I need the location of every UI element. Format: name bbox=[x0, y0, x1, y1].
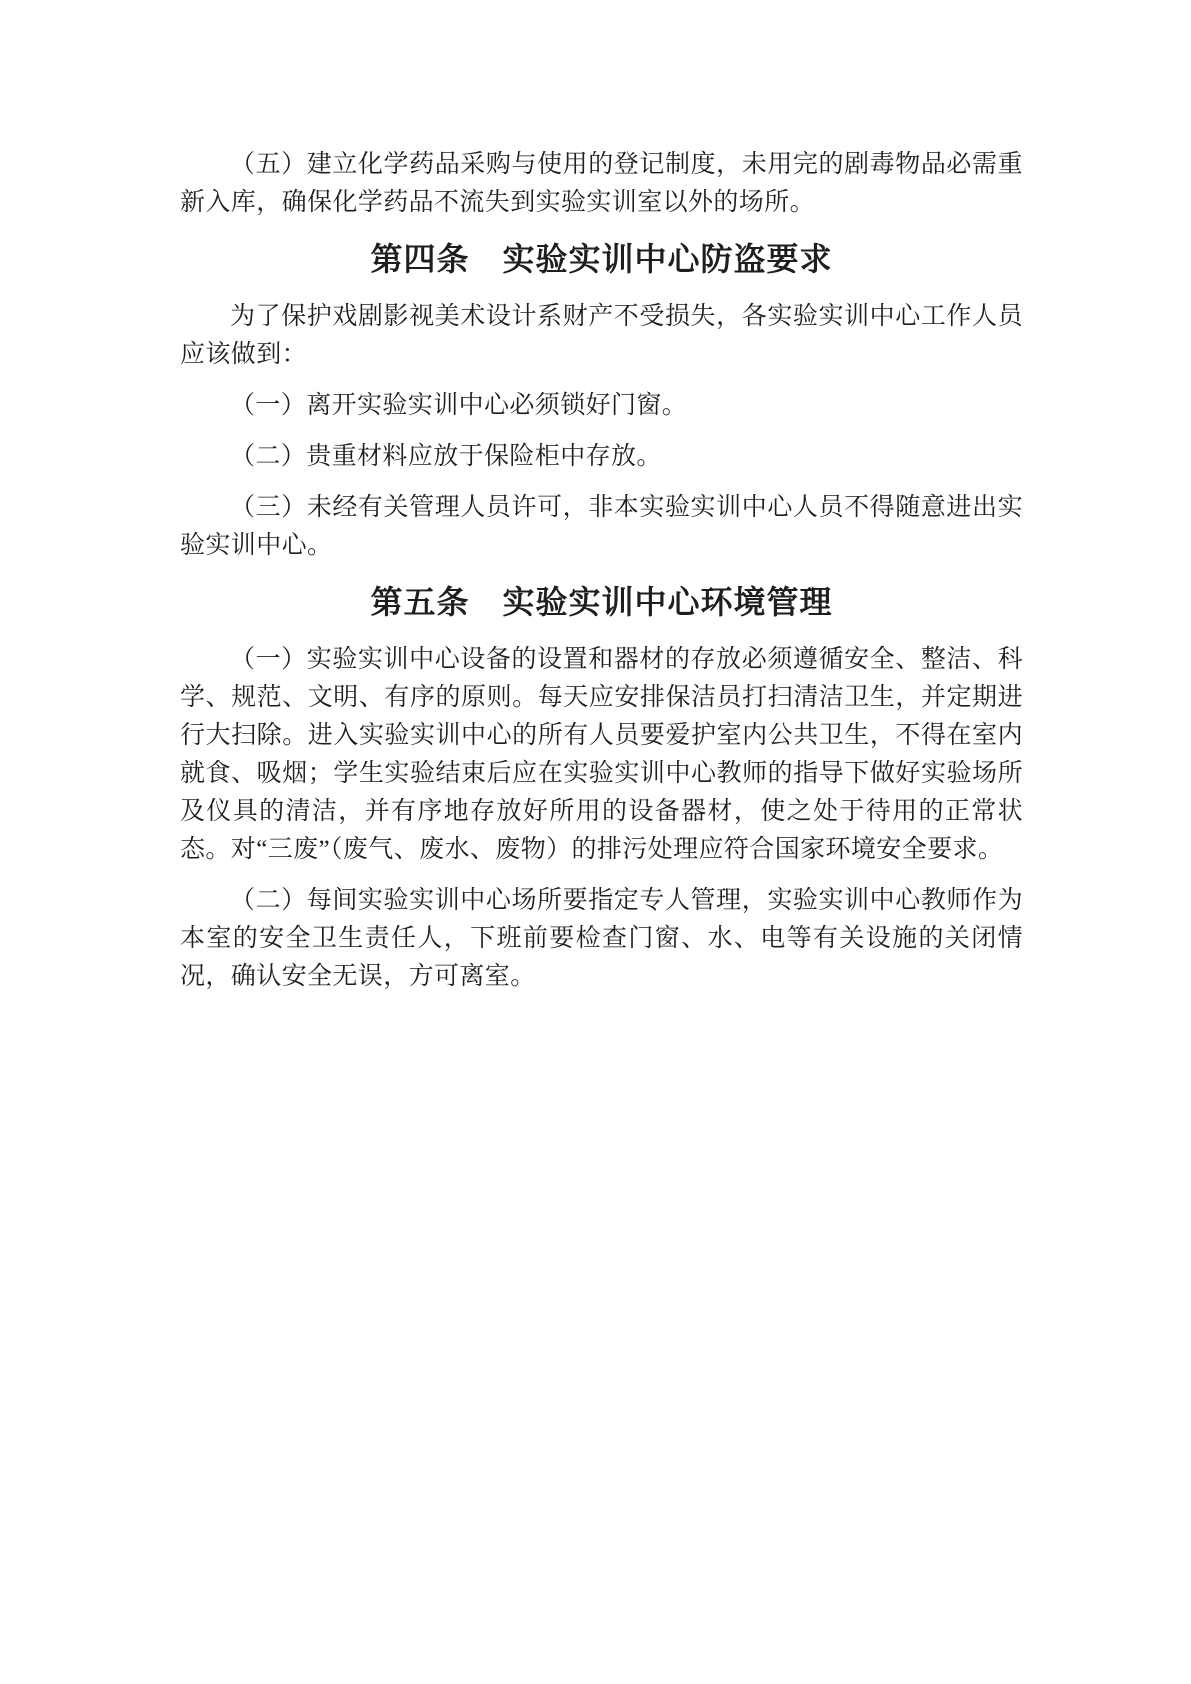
paragraph-item-2-responsibility: （二）每间实验实训中心场所要指定专人管理，实验实训中心教师作为本室的安全卫生责任人，下班前要检查门窗、水、电等有关设施的关闭情况，确认安全无误，方可离室。 bbox=[180, 887, 1023, 990]
paragraph-item-5-chemicals: （五）建立化学药品采购与使用的登记制度，未用完的剧毒物品必需重新入库，确保化学药品不流失到实验实训室以外的场所。 bbox=[180, 151, 1023, 216]
section-heading-article-4: 第四条 实验实训中心防盗要求 bbox=[370, 241, 833, 277]
document-content bbox=[180, 146, 1023, 1009]
paragraph-item-2-safe-storage: （二）贵重材料应放于保险柜中存放。 bbox=[230, 443, 662, 470]
section-heading-article-5: 第五条 实验实训中心环境管理 bbox=[370, 584, 833, 620]
paragraph-item-1-lock-doors: （一）离开实验实训中心必须锁好门窗。 bbox=[230, 392, 688, 419]
paragraph-item-1-environment: （一）实验实训中心设备的设置和器材的存放必须遵循安全、整洁、科学、规范、文明、有序的原则。每天应安排保洁员打扫清洁卫生，并定期进行大扫除。进入实验实训中心的所有人员要爱护室内公共卫生，不得在室内就食、吸烟；学生实验结束后应在实验实训中心教师的指导下做好实验场所及仪具的清洁，并有序地存放好所用的设备器材，使之处于待用的正常状态。对“三废”（废气、废水、废物）的排污处理应符合国家环境安全要求。 bbox=[180, 646, 1023, 863]
paragraph-article-4-intro: 为了保护戏剧影视美术设计系财产不受损失，各实验实训中心工作人员应该做到： bbox=[180, 303, 1023, 368]
paragraph-item-3-access-control: （三）未经有关管理人员许可，非本实验实训中心人员不得随意进出实验实训中心。 bbox=[180, 494, 1023, 559]
